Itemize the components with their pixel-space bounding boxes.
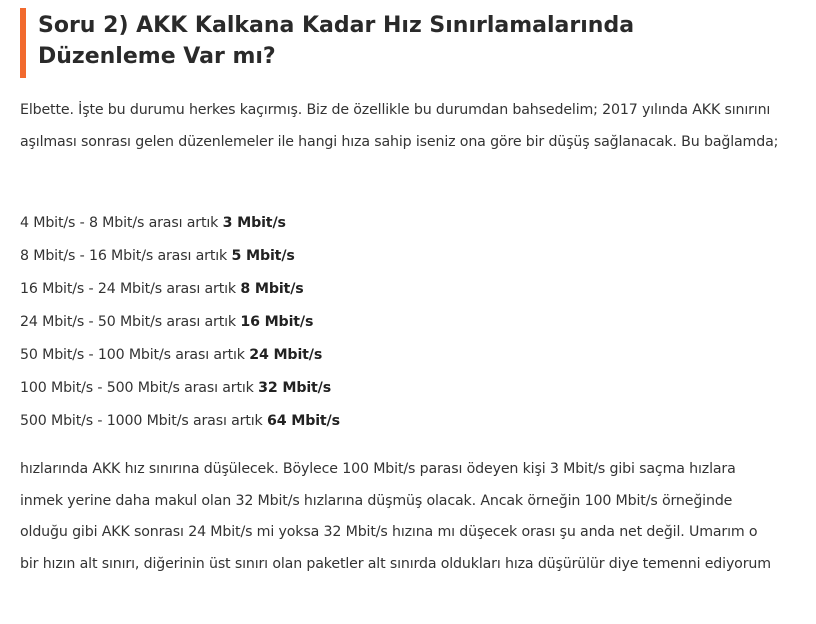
- speed-range: 100 Mbit/s - 500 Mbit/s arası artık: [20, 380, 254, 396]
- speed-range: 16 Mbit/s - 24 Mbit/s arası artık: [20, 281, 236, 297]
- speed-limit-item: [20, 273, 780, 306]
- reduced-speed: 24 Mbit/s: [249, 347, 323, 363]
- speed-range: 500 Mbit/s - 1000 Mbit/s arası artık: [20, 413, 263, 429]
- speed-range: 4 Mbit/s - 8 Mbit/s arası artık: [20, 215, 219, 231]
- reduced-speed: 16 Mbit/s: [240, 314, 314, 330]
- heading-accent-bar: [20, 8, 26, 78]
- section-heading: Soru 2) AKK Kalkana Kadar Hız Sınırlamalarında Düzenleme Var mı?: [38, 13, 635, 69]
- reduced-speed: 32 Mbit/s: [258, 380, 332, 396]
- speed-range: 50 Mbit/s - 100 Mbit/s arası artık: [20, 347, 245, 363]
- speed-limit-item: [20, 306, 780, 339]
- speed-limit-item: [20, 405, 780, 438]
- intro-paragraph: Elbette. İşte bu durumu herkes kaçırmış. Biz de özellikle bu durumdan bahsedelim; 2017 yılında AKK sınırını aşılması sonrası gelen düzenlemeler ile hangi hıza sahip iseniz ona göre bir düşüş sağlanacak. Bu bağlamda;: [20, 102, 779, 150]
- speed-range: 8 Mbit/s - 16 Mbit/s arası artık: [20, 248, 228, 264]
- reduced-speed: 5 Mbit/s: [231, 248, 295, 264]
- speed-limit-item: [20, 372, 780, 405]
- speed-range: 24 Mbit/s - 50 Mbit/s arası artık: [20, 314, 236, 330]
- speed-limit-list: [20, 207, 780, 438]
- speed-limit-item: [20, 339, 780, 372]
- reduced-speed: 8 Mbit/s: [240, 281, 304, 297]
- speed-limit-item: [20, 240, 780, 273]
- reduced-speed: 64 Mbit/s: [267, 413, 340, 429]
- section-heading-block: [20, 8, 780, 78]
- reduced-speed: 3 Mbit/s: [222, 215, 286, 231]
- speed-limit-item: [20, 207, 780, 240]
- outro-paragraph: hızlarında AKK hız sınırına düşülecek. Böylece 100 Mbit/s parası ödeyen kişi 3 Mbit/s gibi saçma hızlara inmek yerine daha makul olan 32 Mbit/s hızlarına düşmüş olacak. Ancak örneğin 100 Mbit/s örneğinde olduğu gibi AKK sonrası 24 Mbit/s mi yoksa 32 Mbit/s hızına mı düşecek orası şu anda net değil. Umarım o bir hızın alt sınırı, diğerinin üst sınırı olan paketler alt sınırda oldukları hıza düşürülür diye temenni ediyorum: [20, 461, 771, 572]
